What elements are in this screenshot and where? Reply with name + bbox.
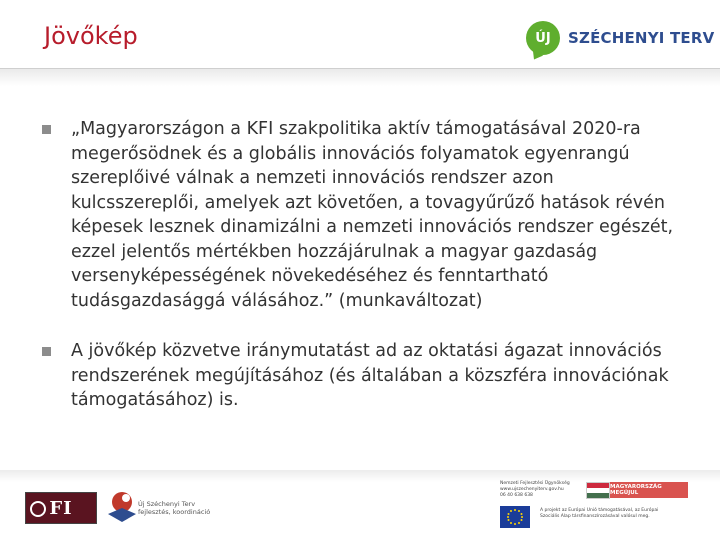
bullet-text: A jövőkép közvetve iránymutatást ad az oktatási ágazat innovációs rendszerének megújításához (és általában a közszféra innovációnak támogatásához) is. (71, 341, 669, 410)
slide-title: Jövőkép (44, 22, 138, 50)
fi-logo (25, 492, 97, 524)
list-item (42, 117, 682, 313)
nki-text-line: fejlesztés, koordináció (138, 508, 211, 516)
square-bullet-icon (42, 125, 51, 134)
square-bullet-icon (42, 347, 51, 356)
bullet-text: „Magyarországon a KFI szakpolitika aktív támogatásával 2020-ra megerősödnek és a globális innovációs folyamatok egyenrangú szereplőivé válnak a nemzeti innovációs rendszer azon kulcsszereplői, amelyek azt követően, a tovagyűrűző hatások révén képesek lesznek dinamizálni a nemzeti innovációs rendszer egészét, ezzel jelentős mértékben hozzájárulnak a magyar gazdaság versenyképességének növekedéséhez és fenntartható tudásgazdasággá válásához.” (munkaváltozat) (71, 119, 674, 311)
header-divider (0, 68, 720, 86)
eu-funding-note (540, 508, 658, 520)
nki-logo-text (138, 500, 210, 516)
nki-logo (104, 478, 244, 530)
nki-text-line: Új Széchenyi Terv (138, 500, 196, 508)
speech-bubble-icon: ÚJ (526, 21, 560, 55)
eu-note-line: A projekt az Európai Unió támogatásával, az Európai (540, 508, 659, 513)
fi-logo-text: FI (49, 497, 73, 519)
contact-line: Nemzeti Fejlesztési Ügynökség (500, 481, 570, 486)
contact-info (500, 481, 570, 499)
contact-line: www.ujszechenyiterv.gov.hu (500, 487, 564, 492)
eu-flag-icon (500, 506, 530, 528)
szechenyi-terv-logo (526, 18, 714, 58)
swirl-icon (104, 488, 140, 524)
magyarorszag-megujul-badge: MAGYARORSZÁG MEGÚJUL (610, 482, 688, 498)
bullet-list (42, 117, 682, 439)
ring-icon (30, 501, 46, 517)
hungarian-flag-icon (586, 482, 610, 499)
eu-note-line: Szociális Alap társfinanszírozásával valósul meg. (540, 514, 650, 519)
brand-name: SZÉCHENYI TERV (568, 29, 715, 47)
list-item (42, 339, 682, 413)
contact-line: 06 40 638 638 (500, 493, 533, 498)
